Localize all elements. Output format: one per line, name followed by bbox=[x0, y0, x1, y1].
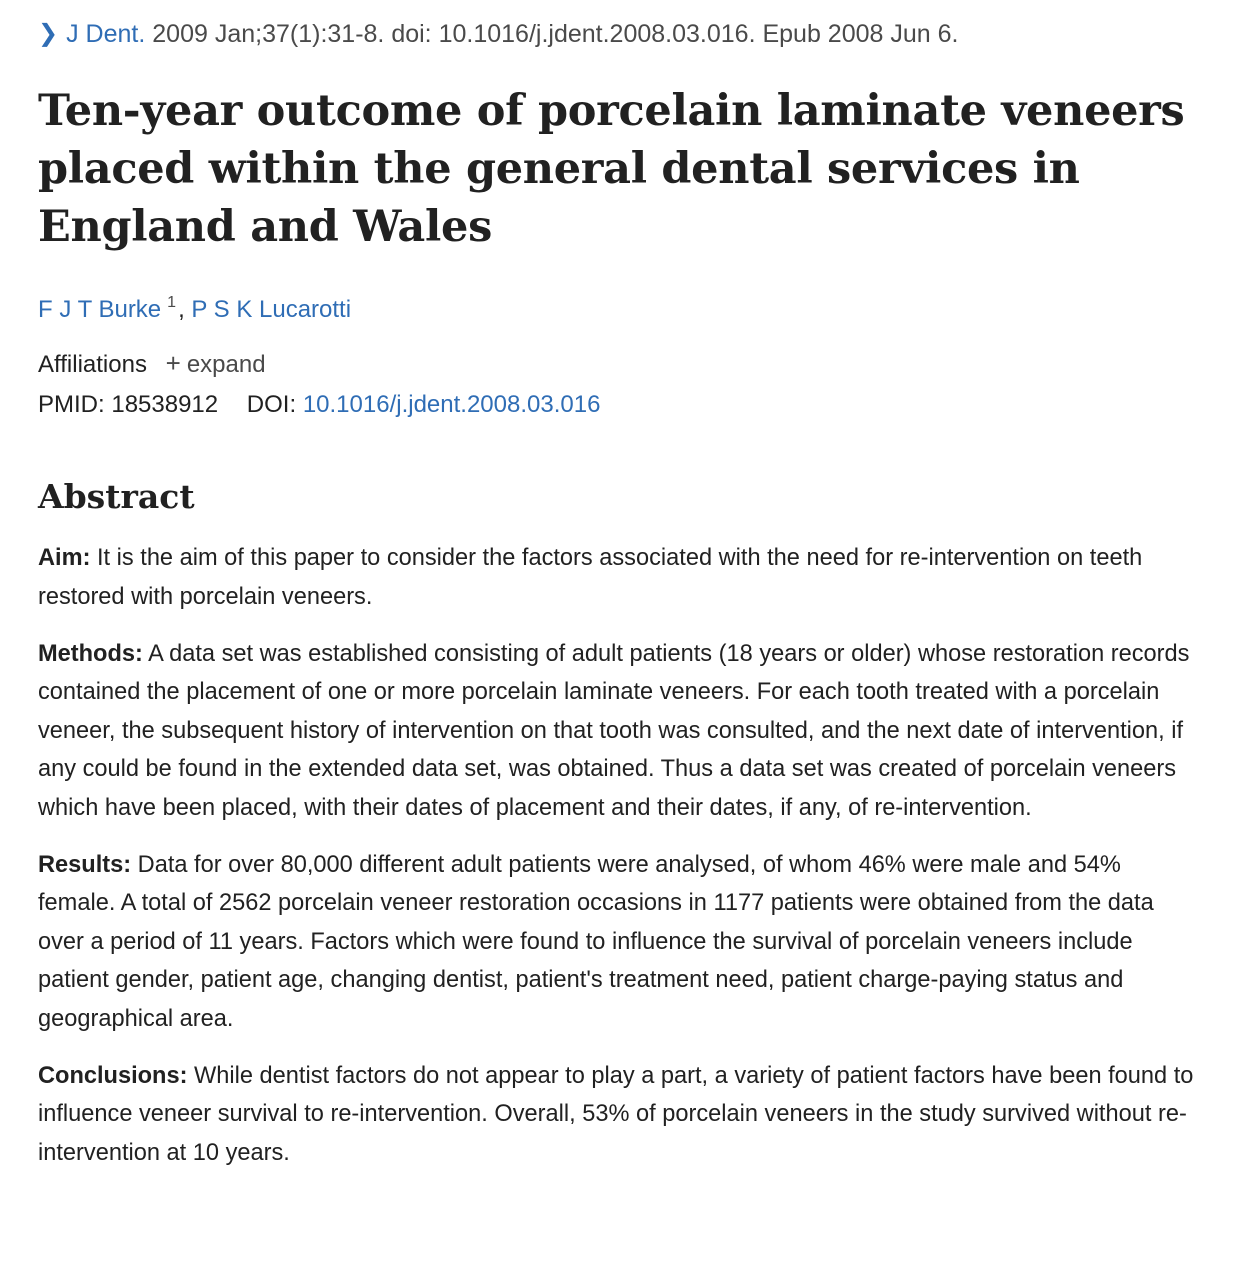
affiliations-row bbox=[38, 346, 266, 382]
citation-line bbox=[38, 18, 958, 51]
journal-link[interactable]: J Dent. bbox=[66, 20, 146, 48]
section-label: Aim: bbox=[38, 545, 91, 571]
affiliations-label: Affiliations bbox=[38, 351, 147, 378]
abstract-aim bbox=[38, 539, 1198, 616]
abstract-conclusions bbox=[38, 1057, 1198, 1173]
pmid-value: 18538912 bbox=[111, 391, 219, 418]
section-label: Conclusions: bbox=[38, 1062, 188, 1089]
affiliation-superscript[interactable]: 1 bbox=[167, 294, 177, 311]
pmid-label: PMID: bbox=[38, 391, 105, 418]
section-label: Results: bbox=[38, 851, 132, 878]
abstract-heading: Abstract bbox=[38, 477, 195, 516]
author-separator: , bbox=[178, 296, 185, 323]
citation-details: 2009 Jan;37(1):31-8. doi: 10.1016/j.jdent.2008.03.016. Epub 2008 Jun 6. bbox=[152, 20, 959, 48]
section-label: Methods: bbox=[38, 640, 143, 667]
chevron-right-icon[interactable]: ❯ bbox=[38, 20, 59, 47]
expand-label: expand bbox=[186, 351, 266, 378]
abstract-results bbox=[38, 846, 1198, 1039]
section-text: A data set was established consisting of adult patients (18 years or older) whose restoration records contained the placement of one or more porcelain laminate veneers. For each tooth treated with a porcelain veneer, the subsequent history of intervention on that tooth was consulted, and the next date of intervention, if any could be found in the extended data set, was obtained. Thus a data set was created of porcelain veneers which have been placed, with their dates of placement and their dates, if any, of re-intervention. bbox=[38, 640, 1190, 821]
doi-label: DOI: bbox=[246, 391, 297, 418]
author-link-lucarotti[interactable]: P S K Lucarotti bbox=[191, 296, 352, 323]
affiliations-expand-button[interactable] bbox=[165, 348, 266, 378]
section-text: Data for over 80,000 different adult patients were analysed, of whom 46% were male and 54% female. A total of 2562 porcelain veneer restoration occasions in 1177 patients were obtained from the data over a period of 11 years. Factors which were found to influence the survival of porcelain veneers include patient gender, patient age, changing dentist, patient's treatment need, patient charge-paying status and geographical area. bbox=[38, 851, 1154, 1032]
abstract-methods bbox=[38, 635, 1198, 828]
plus-icon: + bbox=[165, 348, 181, 378]
author-list bbox=[38, 286, 351, 327]
article-title: Ten-year outcome of porcelain laminate veneers placed within the general dental services in England and Wales bbox=[38, 86, 1185, 252]
doi-link[interactable]: 10.1016/j.jdent.2008.03.016 bbox=[302, 391, 601, 418]
abstract-body bbox=[38, 539, 1198, 1191]
author-link-burke[interactable]: F J T Burke bbox=[38, 296, 162, 323]
identifiers-row bbox=[38, 388, 600, 422]
section-text: While dentist factors do not appear to play a part, a variety of patient factors have been found to influence veneer survival to re-intervention. Overall, 53% of porcelain veneers in the study survived without re-intervention at 10 years. bbox=[38, 1062, 1194, 1166]
section-text: It is the aim of this paper to consider the factors associated with the need for re-intervention on teeth restored with porcelain veneers. bbox=[38, 545, 1143, 610]
